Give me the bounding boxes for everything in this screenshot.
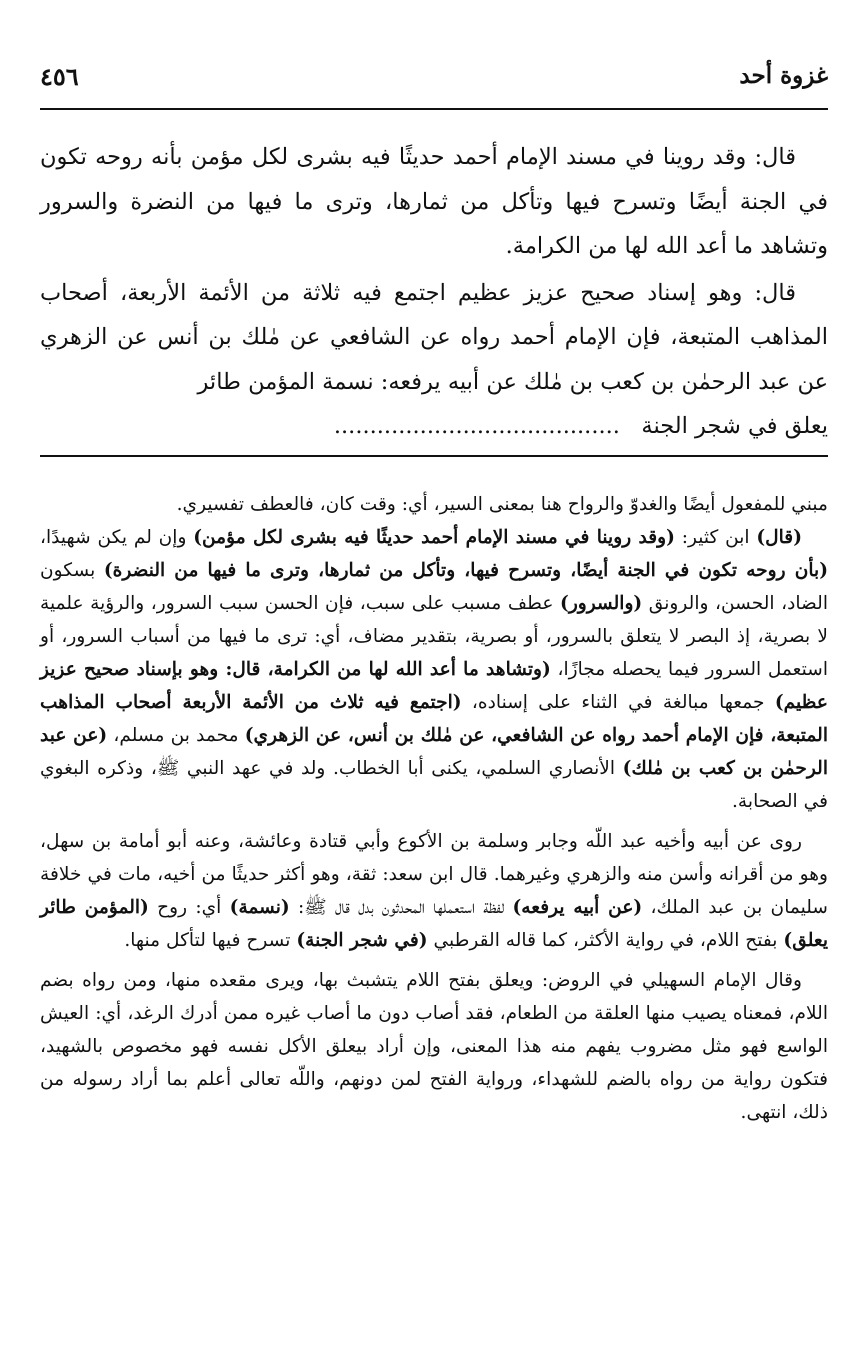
quote-text: (نسمة) bbox=[229, 897, 290, 918]
page-header bbox=[40, 62, 828, 98]
plain-text: بفتح اللام، في رواية الأكثر، كما قاله القرطبي bbox=[427, 930, 784, 951]
main-text bbox=[40, 135, 828, 449]
quote-text: (وتشاهد ما أعد الله لها من الكرامة، قال: وهو بإسناد صحيح عزيز عظيم) bbox=[40, 659, 828, 713]
dotted-leader: ........................................ bbox=[333, 413, 620, 439]
commentary-paragraph bbox=[40, 521, 828, 818]
plain-text: الأنصاري السلمي، يكنى أبا الخطاب. ولد في عهد النبي ﷺ، وذكره البغوي في الصحابة. bbox=[40, 758, 828, 812]
plain-text: عطف مسبب على سبب، فإن الحسن سبب السرور، والرؤية علمية لا بصرية، إذ البصر لا يتعلق بالسرور، أو بصرية، بتقدير مضاف، أي: ترى ما فيها من أسباب السرور، أو استعمل السرور فيما يحصله مجازًا، bbox=[40, 593, 828, 680]
commentary-paragraph bbox=[40, 825, 828, 957]
plain-text: لفظة استعملها المحدثون بدل قال ﷺ: bbox=[289, 897, 513, 918]
quote-text: (اجتمع فيه ثلاث من الأئمة الأربعة أصحاب المذاهب المتبعة، فإن الإمام أحمد رواه عن الشافعي، عن مٰلك بن أنس، عن الزهري) bbox=[40, 692, 828, 746]
commentary-paragraph: مبني للمفعول أيضًا والغدوّ والرواح هنا بمعنى السير، أي: وقت كان، فالعطف تفسيري. bbox=[176, 494, 828, 515]
plain-text: وإن لم يكن شهيدًا، bbox=[40, 527, 194, 548]
header-rule bbox=[40, 108, 828, 110]
plain-text: روى عن أبيه وأخيه عبد اللّه وجابر وسلمة بن الأكوع وأبي قتادة وعائشة، وعنه أبو أمامة بن سهل، وهو من أقرانه وأسن منه والزهري وغيرهما. قال ابن سعد: ثقة، وهو أكثر حديثًا من أخيه، مات في خلافة سليمان بن عبد الملك، bbox=[40, 831, 828, 918]
quote-text: (في شجر الجنة) bbox=[296, 930, 428, 951]
plain-text: تسرح فيها لتأكل منها. bbox=[124, 930, 297, 951]
main-last-line bbox=[334, 413, 828, 439]
footnote-divider bbox=[40, 455, 828, 457]
main-last-line-text: يعلق في شجر الجنة bbox=[641, 413, 828, 439]
commentary bbox=[40, 488, 828, 1129]
running-title: غزوة أحد bbox=[739, 62, 828, 89]
plain-text: بسكون الضاد، الحسن، والرونق bbox=[40, 560, 828, 614]
main-paragraph-text: قال: وهو إسناد صحيح عزيز عظيم اجتمع فيه ثلاثة من الأئمة الأربعة، أصحاب المذاهب المتبعة، فإن الإمام أحمد رواه عن الشافعي عن مٰلك بن أنس عن الزهري عن عبد الرحمٰن بن كعب بن مٰلك عن أبيه يرفعه: نسمة المؤمن طائر bbox=[40, 279, 828, 395]
main-paragraph: قال: وقد روينا في مسند الإمام أحمد حديثًا فيه بشرى لكل مؤمن بأنه روحه تكون في الجنة أيضًا وتسرح فيها وتأكل من ثمارها، وترى ما فيها من النضرة والسرور وتشاهد ما أعد الله لها من الكرامة. bbox=[40, 144, 828, 259]
main-paragraph bbox=[40, 271, 828, 449]
quote-text: (بأن روحه تكون في الجنة أيضًا، وتسرح فيها، وتأكل من ثمارها، وترى ما فيها من النضرة) bbox=[103, 560, 829, 581]
plain-text: أي: روح bbox=[148, 897, 230, 918]
quote-text: (وقد روينا في مسند الإمام أحمد حديثًا فيه بشرى لكل مؤمن) bbox=[193, 527, 675, 548]
quote-text: (عن عبد الرحمٰن بن كعب بن مٰلك) bbox=[40, 725, 829, 779]
page-number: ٤٥٦ bbox=[40, 62, 79, 91]
quote-text: (عن أبيه يرفعه) bbox=[512, 897, 643, 918]
quote-text: (والسرور) bbox=[560, 593, 643, 614]
plain-text: ابن كثير: bbox=[674, 527, 757, 548]
quote-text: (قال) bbox=[756, 527, 802, 548]
quote-text: (المؤمن طائر يعلق) bbox=[40, 897, 828, 951]
plain-text: جمعها مبالغة في الثناء على إسناده، bbox=[461, 692, 775, 713]
commentary-paragraph: وقال الإمام السهيلي في الروض: ويعلق بفتح اللام يتشبث بها، ويرى مقعده منها، ومن رواه بضم اللام، فمعناه يصيب منها العلقة من الطعام، فقد أصاب دون ما أصاب غيره ممن أدرك الرغد، أي: العيش الواسع فهو مثل مضروب يفهم منه هذا المعنى، وإن أراد بيعلق الأكل نفسه فهو مخصوص بالشهيد، فتكون رواية من رواه بالضم للشهداء، ورواية الفتح لمن دونهم، واللّه تعالى أعلم بما أراد رسوله من ذلك، انتهى. bbox=[40, 970, 828, 1123]
plain-text: محمد بن مسلم، bbox=[107, 725, 245, 746]
